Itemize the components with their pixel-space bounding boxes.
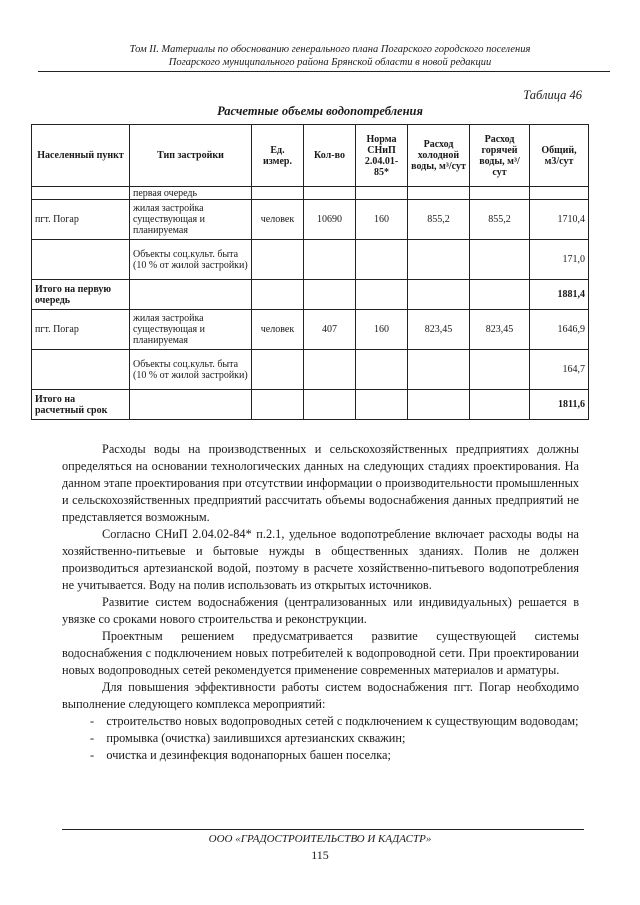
dash-bullet: -: [90, 748, 107, 762]
cell-hot: 855,2: [470, 200, 530, 240]
cell-qty: [304, 350, 356, 390]
table-total-row: [32, 390, 589, 420]
cell-qty: [304, 280, 356, 310]
cell-hot: [470, 350, 530, 390]
cell-settlement: пгт. Погар: [32, 200, 130, 240]
water-consumption-table: [31, 124, 589, 420]
table-title: Расчетные объемы водопотребления: [217, 104, 423, 118]
list-item-text: промывка (очистка) заилившихся артезианских скважин;: [106, 731, 406, 745]
cell-unit: [252, 240, 304, 280]
list-item-text: очистка и дезинфекция водонапорных башен поселка;: [106, 748, 391, 762]
running-header-line-1: Том II. Материалы по обоснованию генерального плана Погарского городского поселения: [129, 44, 531, 55]
dash-bullet: -: [90, 731, 107, 745]
table-number: Таблица 46: [523, 88, 582, 102]
cell-cold: 823,45: [408, 310, 470, 350]
cell-total: [530, 187, 589, 200]
cell-norm: 160: [356, 200, 408, 240]
list-item: [62, 730, 579, 747]
cell-total: 1710,4: [530, 200, 589, 240]
table-row: [32, 310, 589, 350]
cell-norm: [356, 280, 408, 310]
cell-hot: [470, 187, 530, 200]
cell-cold: [408, 350, 470, 390]
paragraph: Проектным решением предусматривается развитие существующей системы водоснабжения с подключением новых потребителей к водопроводной сети. При проектировании новых водопроводных сетей рекомендуется применение современных материалов и арматуры.: [62, 629, 579, 677]
table-row: [32, 350, 589, 390]
col-header-cold: Расход холодной воды, м³/сут: [408, 125, 470, 187]
cell-settlement: [32, 350, 130, 390]
cell-type: жилая застройка существующая и планируемая: [130, 200, 252, 240]
table-subtotal-row: [32, 280, 589, 310]
cell-qty: 10690: [304, 200, 356, 240]
cell-type: первая очередь: [130, 187, 252, 200]
cell-hot: [470, 390, 530, 420]
cell-settlement: [32, 187, 130, 200]
cell-settlement: Итого на первую очередь: [32, 280, 130, 310]
cell-qty: 407: [304, 310, 356, 350]
cell-cold: [408, 280, 470, 310]
paragraph: Для повышения эффективности работы систем водоснабжения пгт. Погар необходимо выполнение следующего комплекса мероприятий:: [62, 680, 579, 711]
cell-norm: [356, 187, 408, 200]
col-header-settlement: Населенный пункт: [32, 125, 130, 187]
col-header-norm: Норма СНиП 2.04.01-85*: [356, 125, 408, 187]
col-header-qty: Кол-во: [304, 125, 356, 187]
cell-norm: [356, 390, 408, 420]
cell-total: 164,7: [530, 350, 589, 390]
cell-total: 171,0: [530, 240, 589, 280]
cell-total: 1881,4: [530, 280, 589, 310]
body-text: [62, 441, 579, 764]
cell-total: 1811,6: [530, 390, 589, 420]
running-header-line-2: Погарского муниципального района Брянской области в новой редакции: [168, 57, 492, 68]
cell-norm: [356, 240, 408, 280]
cell-type: Объекты соц.культ. быта (10 % от жилой застройки): [130, 350, 252, 390]
page-number: 115: [311, 848, 329, 862]
paragraph: Развитие систем водоснабжения (централизованных или индивидуальных) решается в увязке со сроками нового строительства и реконструкции.: [62, 595, 579, 626]
footer-org: ООО «ГРАДОСТРОИТЕЛЬСТВО И КАДАСТР»: [208, 833, 432, 845]
cell-qty: [304, 390, 356, 420]
list-item-text: строительство новых водопроводных сетей с подключением к существующим водоводам;: [106, 714, 579, 728]
cell-type: [130, 280, 252, 310]
table-header-row: [32, 125, 589, 187]
cell-unit: [252, 187, 304, 200]
table-row: [32, 240, 589, 280]
col-header-type: Тип застройки: [130, 125, 252, 187]
cell-hot: 823,45: [470, 310, 530, 350]
cell-settlement: пгт. Погар: [32, 310, 130, 350]
cell-cold: [408, 187, 470, 200]
col-header-hot: Расход горячей воды, м³/сут: [470, 125, 530, 187]
table-row: [32, 200, 589, 240]
paragraph: Согласно СНиП 2.04.02-84* п.2.1, удельное водопотребление включает расходы воды на хозяйственно-питьевые и бытовые нужды в общественных зданиях. Полив не должен производиться артезианской водой, поэтому в расчете хозяйственно-питьевого водопотребления не учитывается. Воду на полив использовать из открытых источников.: [62, 527, 579, 592]
cell-cold: 855,2: [408, 200, 470, 240]
col-header-total: Общий, м3/сут: [530, 125, 589, 187]
cell-norm: 160: [356, 310, 408, 350]
dash-bullet: -: [90, 714, 107, 728]
list-item: [62, 713, 579, 730]
cell-unit: человек: [252, 200, 304, 240]
cell-hot: [470, 280, 530, 310]
header-rule: [38, 71, 610, 72]
cell-type: Объекты соц.культ. быта (10 % от жилой застройки): [130, 240, 252, 280]
list-item: [62, 747, 579, 764]
cell-settlement: [32, 240, 130, 280]
cell-cold: [408, 390, 470, 420]
paragraph: Расходы воды на производственных и сельскохозяйственных предприятиях должны определяться на основании технологических данных на следующих стадиях проектирования. На данном этапе проектирования при отсутствии информации о производительности промышленных и сельскохозяйственных предприятий рассчитать объемы водоснабжения данных предприятий не представляется возможным.: [62, 442, 579, 524]
cell-unit: [252, 350, 304, 390]
cell-unit: [252, 390, 304, 420]
cell-type: [130, 390, 252, 420]
cell-settlement: Итого на расчетный срок: [32, 390, 130, 420]
cell-norm: [356, 350, 408, 390]
cell-type: жилая застройка существующая и планируемая: [130, 310, 252, 350]
cell-hot: [470, 240, 530, 280]
cell-qty: [304, 240, 356, 280]
col-header-unit: Ед. измер.: [252, 125, 304, 187]
footer-rule: [62, 829, 584, 830]
cell-unit: человек: [252, 310, 304, 350]
table-row: [32, 187, 589, 200]
cell-qty: [304, 187, 356, 200]
cell-total: 1646,9: [530, 310, 589, 350]
cell-unit: [252, 280, 304, 310]
cell-cold: [408, 240, 470, 280]
